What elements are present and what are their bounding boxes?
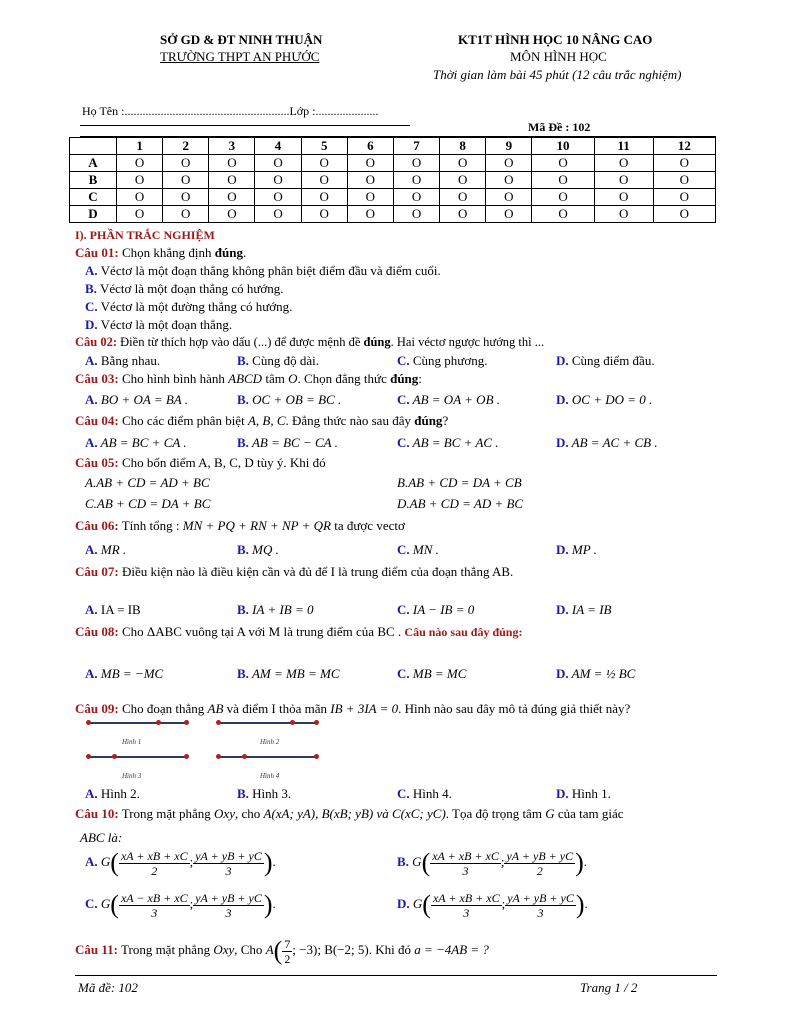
- department-name: SỞ GD & ĐT NINH THUẬN: [160, 32, 323, 47]
- figure-label: Hình 3: [122, 772, 142, 780]
- segment: [88, 722, 188, 724]
- question-label: Câu 04:: [75, 413, 119, 428]
- question-text: Điền từ thích hợp vào dấu (...) để được mệnh đề: [120, 335, 364, 349]
- answer-bubble[interactable]: O: [594, 172, 653, 189]
- point: [184, 720, 189, 725]
- answer-bubble[interactable]: O: [532, 172, 594, 189]
- question-text: Cho bốn điểm A, B, C, D tùy ý. Khi đó: [121, 455, 326, 470]
- answer-bubble[interactable]: O: [347, 155, 393, 172]
- point: [86, 720, 91, 725]
- q6-option-d[interactable]: D. MP .: [556, 542, 597, 557]
- answer-bubble[interactable]: O: [440, 206, 486, 223]
- question-6: Câu 06: Tính tổng : MN + PQ + RN + NP + QR ta được vectơ: [75, 518, 405, 533]
- q4-option-c[interactable]: C. AB = BC + AC .: [397, 435, 499, 450]
- question-3: Câu 03: Cho hình bình hành ABCD tâm O. Chọn đẳng thức đúng:: [75, 371, 422, 386]
- answer-bubble[interactable]: O: [653, 172, 715, 189]
- answer-bubble[interactable]: O: [301, 189, 347, 206]
- footer-exam-code: Mã đề: 102: [78, 980, 138, 995]
- school-name: TRƯỜNG THPT AN PHƯỚC: [160, 49, 320, 64]
- footer-divider: [75, 975, 717, 976]
- question-label: Câu 09:: [75, 701, 119, 716]
- answer-bubble[interactable]: O: [301, 172, 347, 189]
- answer-bubble[interactable]: O: [347, 206, 393, 223]
- grid-corner: [70, 138, 117, 155]
- q3-option-b[interactable]: B. OC + OB = BC .: [237, 392, 342, 407]
- answer-bubble[interactable]: O: [209, 155, 255, 172]
- answer-bubble[interactable]: O: [393, 172, 439, 189]
- grid-col-header: 2: [163, 138, 209, 155]
- q8-option-b[interactable]: B. AM = MB = MC: [237, 666, 340, 681]
- question-label: Câu 02:: [75, 335, 118, 349]
- exam-code: Mã Đề : 102: [528, 120, 591, 134]
- answer-bubble[interactable]: O: [393, 155, 439, 172]
- grid-col-header: 8: [440, 138, 486, 155]
- answer-bubble[interactable]: O: [594, 155, 653, 172]
- question-label: Câu 01:: [75, 245, 119, 260]
- subject: MÔN HÌNH HỌC: [510, 49, 607, 64]
- q1-option-b[interactable]: B. Véctơ là một đoạn thẳng có hướng.: [85, 281, 284, 296]
- grid-row-label: A: [70, 155, 117, 172]
- answer-bubble[interactable]: O: [255, 172, 301, 189]
- answer-bubble[interactable]: O: [209, 189, 255, 206]
- question-label: Câu 10:: [75, 806, 119, 821]
- q9-option-a[interactable]: A. Hình 2.: [85, 786, 140, 801]
- q8-option-a[interactable]: A. MB = −MC: [85, 666, 164, 681]
- question-text: Chọn khẳng định: [121, 245, 215, 260]
- q3-option-c[interactable]: C. AB = OA + OB .: [397, 392, 501, 407]
- answer-bubble[interactable]: O: [117, 206, 163, 223]
- question-label: Câu 08:: [75, 624, 119, 639]
- grid-col-header: 11: [594, 138, 653, 155]
- point: [156, 720, 161, 725]
- q6-option-a[interactable]: A. MR .: [85, 542, 127, 557]
- q1-option-d[interactable]: D. Véctơ là một đoạn thẳng.: [85, 317, 233, 332]
- point: [314, 754, 319, 759]
- question-text: . Hai véctơ ngược hướng thì ...: [390, 335, 545, 349]
- q7-option-a[interactable]: A. IA = IB: [85, 602, 141, 617]
- q10-option-b[interactable]: B. G( $\frac{xA + xB + xC}{3}$ ; $\frac{yA + yB + yC}{2}$ ).: [397, 848, 588, 878]
- point: [184, 754, 189, 759]
- exam-title: KT1T HÌNH HỌC 10 NÂNG CAO: [458, 32, 653, 47]
- point: [290, 720, 295, 725]
- point: [112, 754, 117, 759]
- point: [86, 754, 91, 759]
- answer-bubble[interactable]: O: [347, 189, 393, 206]
- q7-option-c[interactable]: C. IA − IB = 0: [397, 602, 475, 617]
- grid-col-header: 9: [486, 138, 532, 155]
- answer-row-a: [70, 155, 716, 172]
- answer-bubble[interactable]: O: [301, 206, 347, 223]
- answer-bubble[interactable]: O: [653, 155, 715, 172]
- grid-col-header: 10: [532, 138, 594, 155]
- question-label: Câu 03:: [75, 371, 119, 386]
- q1-option-c[interactable]: C. Véctơ là một đường thẳng có hướng.: [85, 299, 293, 314]
- q4-option-b[interactable]: B. AB = BC − CA .: [237, 435, 338, 450]
- answer-row-b: [70, 172, 716, 189]
- answer-bubble[interactable]: O: [393, 189, 439, 206]
- question-emphasis: đúng: [214, 245, 243, 260]
- answer-bubble[interactable]: O: [653, 206, 715, 223]
- answer-bubble[interactable]: O: [532, 155, 594, 172]
- answer-bubble[interactable]: O: [440, 172, 486, 189]
- grid-col-header: 1: [117, 138, 163, 155]
- grid-col-header: 3: [209, 138, 255, 155]
- point: [216, 720, 221, 725]
- q7-option-b[interactable]: B. IA + IB = 0: [237, 602, 314, 617]
- q8-option-d[interactable]: D. AM = ½ BC: [556, 666, 636, 681]
- answer-bubble[interactable]: O: [163, 206, 209, 223]
- q8-option-c[interactable]: C. MB = MC: [397, 666, 467, 681]
- answer-bubble[interactable]: O: [347, 172, 393, 189]
- segment: [218, 756, 318, 758]
- answer-bubble[interactable]: O: [209, 172, 255, 189]
- question-2: [75, 335, 544, 350]
- segment: [88, 756, 188, 758]
- answer-bubble[interactable]: O: [255, 155, 301, 172]
- q9-option-d[interactable]: D. Hình 1.: [556, 786, 611, 801]
- answer-bubble[interactable]: O: [532, 189, 594, 206]
- answer-bubble[interactable]: O: [440, 189, 486, 206]
- question-label: Câu 06:: [75, 518, 119, 533]
- q2-option-a[interactable]: A. Bằng nhau.: [85, 353, 161, 368]
- answer-bubble[interactable]: O: [486, 189, 532, 206]
- q6-option-c[interactable]: C. MN .: [397, 542, 439, 557]
- answer-bubble[interactable]: O: [117, 189, 163, 206]
- question-emphasis: đúng: [363, 335, 391, 349]
- point: [314, 720, 319, 725]
- q7-option-d[interactable]: D. IA = IB: [556, 602, 612, 617]
- figure-label: Hình 4: [260, 772, 280, 780]
- answer-bubble[interactable]: O: [594, 206, 653, 223]
- answer-bubble[interactable]: O: [532, 206, 594, 223]
- q2-option-b[interactable]: B. Cùng độ dài.: [237, 353, 319, 368]
- answer-bubble[interactable]: O: [594, 189, 653, 206]
- question-text: Cho ΔABC vuông tại A với M là trung điểm của BC .: [121, 624, 402, 639]
- point: [242, 754, 247, 759]
- answer-row-c: [70, 189, 716, 206]
- q10-option-c[interactable]: C. G( $\frac{xA - xB + xC}{3}$ ; $\frac{yA + yB + yC}{3}$ ).: [85, 890, 276, 920]
- q5-option-c[interactable]: C.AB + CD = DA + BC: [85, 496, 211, 511]
- grid-col-header: 4: [255, 138, 301, 155]
- divider: [80, 125, 410, 126]
- question-1: [75, 245, 246, 261]
- q5-option-a[interactable]: A.AB + CD = AD + BC: [85, 475, 210, 490]
- answer-bubble[interactable]: O: [486, 206, 532, 223]
- q3-option-d[interactable]: D. OC + DO = 0 .: [556, 392, 653, 407]
- figure-label: Hình 2: [260, 738, 280, 746]
- q4-option-d[interactable]: D. AB = AC + CB .: [556, 435, 658, 450]
- q9-option-c[interactable]: C. Hình 4.: [397, 786, 452, 801]
- answer-bubble[interactable]: O: [255, 206, 301, 223]
- question-11: Câu 11: Trong mặt phẳng Oxy, Cho A( $\frac{7}{2}$ ; −3); B(−2; 5). Khi đó a = −4AB = ?: [75, 936, 489, 966]
- answer-bubble[interactable]: O: [301, 155, 347, 172]
- footer-page-number: Trang 1 / 2: [580, 980, 638, 995]
- answer-grid: [69, 137, 716, 223]
- q9-option-b[interactable]: B. Hình 3.: [237, 786, 292, 801]
- figure-label: Hình 1: [122, 738, 142, 746]
- answer-bubble[interactable]: O: [486, 172, 532, 189]
- q5-option-d[interactable]: D.AB + CD = AD + BC: [397, 496, 524, 511]
- answer-bubble[interactable]: O: [653, 189, 715, 206]
- answer-bubble[interactable]: O: [486, 155, 532, 172]
- question-text: .: [242, 245, 247, 260]
- question-label: Câu 11:: [75, 941, 118, 957]
- answer-bubble[interactable]: O: [163, 155, 209, 172]
- time-limit: Thời gian làm bài 45 phút (12 câu trắc nghiệm): [433, 67, 682, 82]
- segment: [218, 722, 318, 724]
- q6-option-b[interactable]: B. MQ .: [237, 542, 279, 557]
- point: [216, 754, 221, 759]
- grid-row-label: D: [70, 206, 117, 223]
- answer-bubble[interactable]: O: [255, 189, 301, 206]
- grid-col-header: 6: [347, 138, 393, 155]
- grid-col-header: 12: [653, 138, 715, 155]
- answer-bubble[interactable]: O: [209, 206, 255, 223]
- student-info-line: Họ Tên :.......................................................Lớp :.....................: [82, 104, 379, 118]
- q10-option-a[interactable]: A. G( $\frac{xA + xB + xC}{2}$ ; $\frac{yA + yB + yC}{3}$ ).: [85, 848, 276, 878]
- question-text: Điều kiện nào là điều kiện cần và đủ để I là trung điểm của đoạn thẳng AB.: [121, 564, 514, 579]
- question-8: [75, 624, 522, 640]
- question-10-line2: ABC là:: [80, 830, 123, 845]
- question-9: Câu 09: Cho đoạn thẳng AB và điểm I thỏa mãn IB + 3IA = 0. Hình nào sau đây mô tả đúng giả thiết này?: [75, 701, 631, 716]
- answer-row-d: [70, 206, 716, 223]
- answer-bubble[interactable]: O: [117, 155, 163, 172]
- grid-row-label: B: [70, 172, 117, 189]
- question-5: [75, 455, 326, 471]
- q3-option-a[interactable]: A. BO + OA = BA .: [85, 392, 189, 407]
- q10-option-d[interactable]: D. G( $\frac{xA + xB + xC}{3}$ ; $\frac{yA + yB + yC}{3}$ ).: [397, 890, 588, 920]
- grid-row-label: C: [70, 189, 117, 206]
- answer-bubble[interactable]: O: [440, 155, 486, 172]
- q2-option-c[interactable]: C. Cùng phương.: [397, 353, 488, 368]
- answer-bubble[interactable]: O: [393, 206, 439, 223]
- answer-bubble[interactable]: O: [163, 189, 209, 206]
- question-10: Câu 10: Trong mặt phẳng Oxy, cho A(xA; yA), B(xB; yB) và C(xC; yC). Tọa độ trọng tâm G của tam giác: [75, 806, 624, 821]
- q5-option-b[interactable]: B.AB + CD = DA + CB: [397, 475, 522, 490]
- question-emphasis: Câu nào sau đây đúng:: [404, 625, 523, 639]
- question-4: Câu 04: Cho các điểm phân biệt A, B, C. Đẳng thức nào sau đây đúng?: [75, 413, 449, 428]
- question-label: Câu 05:: [75, 455, 119, 470]
- q4-option-a[interactable]: A. AB = BC + CA .: [85, 435, 187, 450]
- q1-option-a[interactable]: A. Véctơ là một đoạn thẳng không phân biệt điểm đầu và điểm cuối.: [85, 263, 441, 278]
- question-7: [75, 564, 513, 580]
- answer-bubble[interactable]: O: [163, 172, 209, 189]
- grid-col-header: 5: [301, 138, 347, 155]
- answer-grid-header: [70, 138, 716, 155]
- q2-option-d[interactable]: D. Cùng điểm đầu.: [556, 353, 655, 368]
- section-title: I). PHẦN TRẮC NGHIỆM: [75, 228, 215, 242]
- grid-col-header: 7: [393, 138, 439, 155]
- answer-bubble[interactable]: O: [117, 172, 163, 189]
- question-label: Câu 07:: [75, 564, 119, 579]
